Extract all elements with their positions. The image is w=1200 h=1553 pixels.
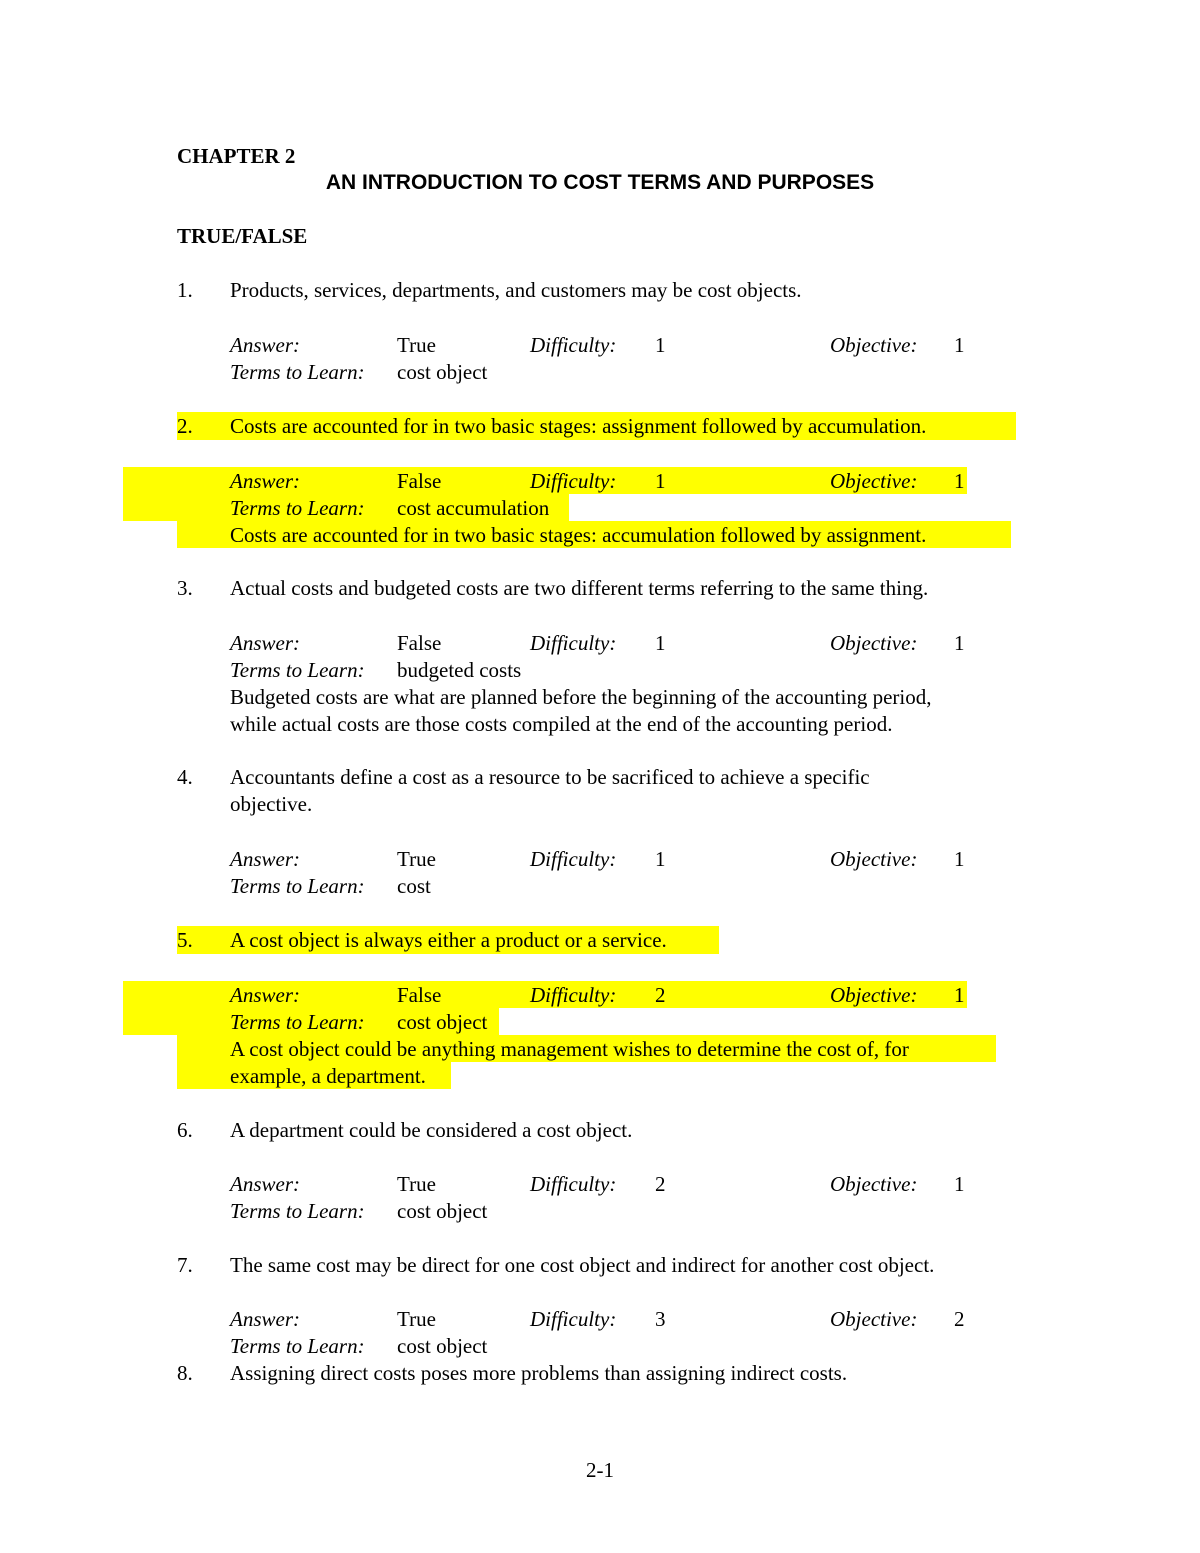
difficulty-label: Difficulty: xyxy=(530,1172,617,1196)
question-2-terms: cost accumulation xyxy=(397,496,550,520)
question-3-terms: budgeted costs xyxy=(397,658,522,682)
question-5-terms: cost object xyxy=(397,1010,488,1034)
question-5-answer: False xyxy=(397,983,442,1007)
question-3-difficulty: 1 xyxy=(655,631,666,655)
question-2-explanation: Costs are accounted for in two basic stages: accumulation followed by assignment. xyxy=(230,523,927,547)
terms-label: Terms to Learn: xyxy=(230,874,365,898)
terms-label: Terms to Learn: xyxy=(230,496,365,520)
answer-label: Answer: xyxy=(230,847,300,871)
question-5-explanation-line-1: A cost object could be anything management wishes to determine the cost of, for xyxy=(230,1037,909,1061)
terms-label: Terms to Learn: xyxy=(230,1334,365,1358)
question-1-answer: True xyxy=(397,333,436,357)
question-7-terms: cost object xyxy=(397,1334,488,1358)
question-7-answer: True xyxy=(397,1307,436,1331)
question-2-number: 2. xyxy=(177,414,193,438)
question-6-text: A department could be considered a cost object. xyxy=(230,1118,633,1142)
question-4-answer: True xyxy=(397,847,436,871)
question-3-objective: 1 xyxy=(954,631,965,655)
answer-label: Answer: xyxy=(230,1307,300,1331)
question-1-difficulty: 1 xyxy=(655,333,666,357)
question-4-number: 4. xyxy=(177,765,193,789)
difficulty-label: Difficulty: xyxy=(530,333,617,357)
objective-label: Objective: xyxy=(830,333,918,357)
answer-label: Answer: xyxy=(230,983,300,1007)
question-5-number: 5. xyxy=(177,928,193,952)
chapter-label: CHAPTER 2 xyxy=(177,144,296,168)
objective-label: Objective: xyxy=(830,1307,918,1331)
objective-label: Objective: xyxy=(830,469,918,493)
section-heading: TRUE/FALSE xyxy=(177,224,308,248)
objective-label: Objective: xyxy=(830,983,918,1007)
question-6-number: 6. xyxy=(177,1118,193,1142)
question-2-difficulty: 1 xyxy=(655,469,666,493)
objective-label: Objective: xyxy=(830,847,918,871)
question-4-difficulty: 1 xyxy=(655,847,666,871)
question-5-text: A cost object is always either a product or a service. xyxy=(230,928,667,952)
question-6-objective: 1 xyxy=(954,1172,965,1196)
question-3-explanation-line-2: while actual costs are those costs compiled at the end of the accounting period. xyxy=(230,712,893,736)
question-6-answer: True xyxy=(397,1172,436,1196)
question-8-number: 8. xyxy=(177,1361,193,1385)
question-3-explanation-line-1: Budgeted costs are what are planned before the beginning of the accounting period, xyxy=(230,685,932,709)
answer-label: Answer: xyxy=(230,1172,300,1196)
question-7-text: The same cost may be direct for one cost object and indirect for another cost object. xyxy=(230,1253,935,1277)
question-8-text: Assigning direct costs poses more problems than assigning indirect costs. xyxy=(230,1361,848,1385)
objective-label: Objective: xyxy=(830,631,918,655)
terms-label: Terms to Learn: xyxy=(230,360,365,384)
difficulty-label: Difficulty: xyxy=(530,983,617,1007)
chapter-title: AN INTRODUCTION TO COST TERMS AND PURPOSES xyxy=(325,171,875,194)
page-number: 2-1 xyxy=(586,1458,614,1482)
answer-label: Answer: xyxy=(230,333,300,357)
question-2-text: Costs are accounted for in two basic stages: assignment followed by accumulation. xyxy=(230,414,927,438)
objective-label: Objective: xyxy=(830,1172,918,1196)
question-1-objective: 1 xyxy=(954,333,965,357)
question-4-terms: cost xyxy=(397,874,431,898)
terms-label: Terms to Learn: xyxy=(230,1010,365,1034)
question-1-terms: cost object xyxy=(397,360,488,384)
question-5-explanation-line-2: example, a department. xyxy=(230,1064,426,1088)
question-4-text-line-2: objective. xyxy=(230,792,313,816)
difficulty-label: Difficulty: xyxy=(530,469,617,493)
answer-label: Answer: xyxy=(230,631,300,655)
difficulty-label: Difficulty: xyxy=(530,847,617,871)
question-4-text-line-1: Accountants define a cost as a resource to be sacrificed to achieve a specific xyxy=(230,765,870,789)
question-1-text: Products, services, departments, and customers may be cost objects. xyxy=(230,278,802,302)
terms-label: Terms to Learn: xyxy=(230,1199,365,1223)
question-3-answer: False xyxy=(397,631,442,655)
question-5-difficulty: 2 xyxy=(655,983,666,1007)
question-3-number: 3. xyxy=(177,576,193,600)
terms-label: Terms to Learn: xyxy=(230,658,365,682)
question-6-difficulty: 2 xyxy=(655,1172,666,1196)
question-3-text: Actual costs and budgeted costs are two different terms referring to the same thing. xyxy=(230,576,929,600)
question-7-number: 7. xyxy=(177,1253,193,1277)
question-7-objective: 2 xyxy=(954,1307,965,1331)
question-4-objective: 1 xyxy=(954,847,965,871)
answer-label: Answer: xyxy=(230,469,300,493)
question-7-difficulty: 3 xyxy=(655,1307,666,1331)
question-6-terms: cost object xyxy=(397,1199,488,1223)
difficulty-label: Difficulty: xyxy=(530,1307,617,1331)
difficulty-label: Difficulty: xyxy=(530,631,617,655)
question-2-answer: False xyxy=(397,469,442,493)
question-1-number: 1. xyxy=(177,278,193,302)
question-2-objective: 1 xyxy=(954,469,965,493)
question-5-objective: 1 xyxy=(954,983,965,1007)
